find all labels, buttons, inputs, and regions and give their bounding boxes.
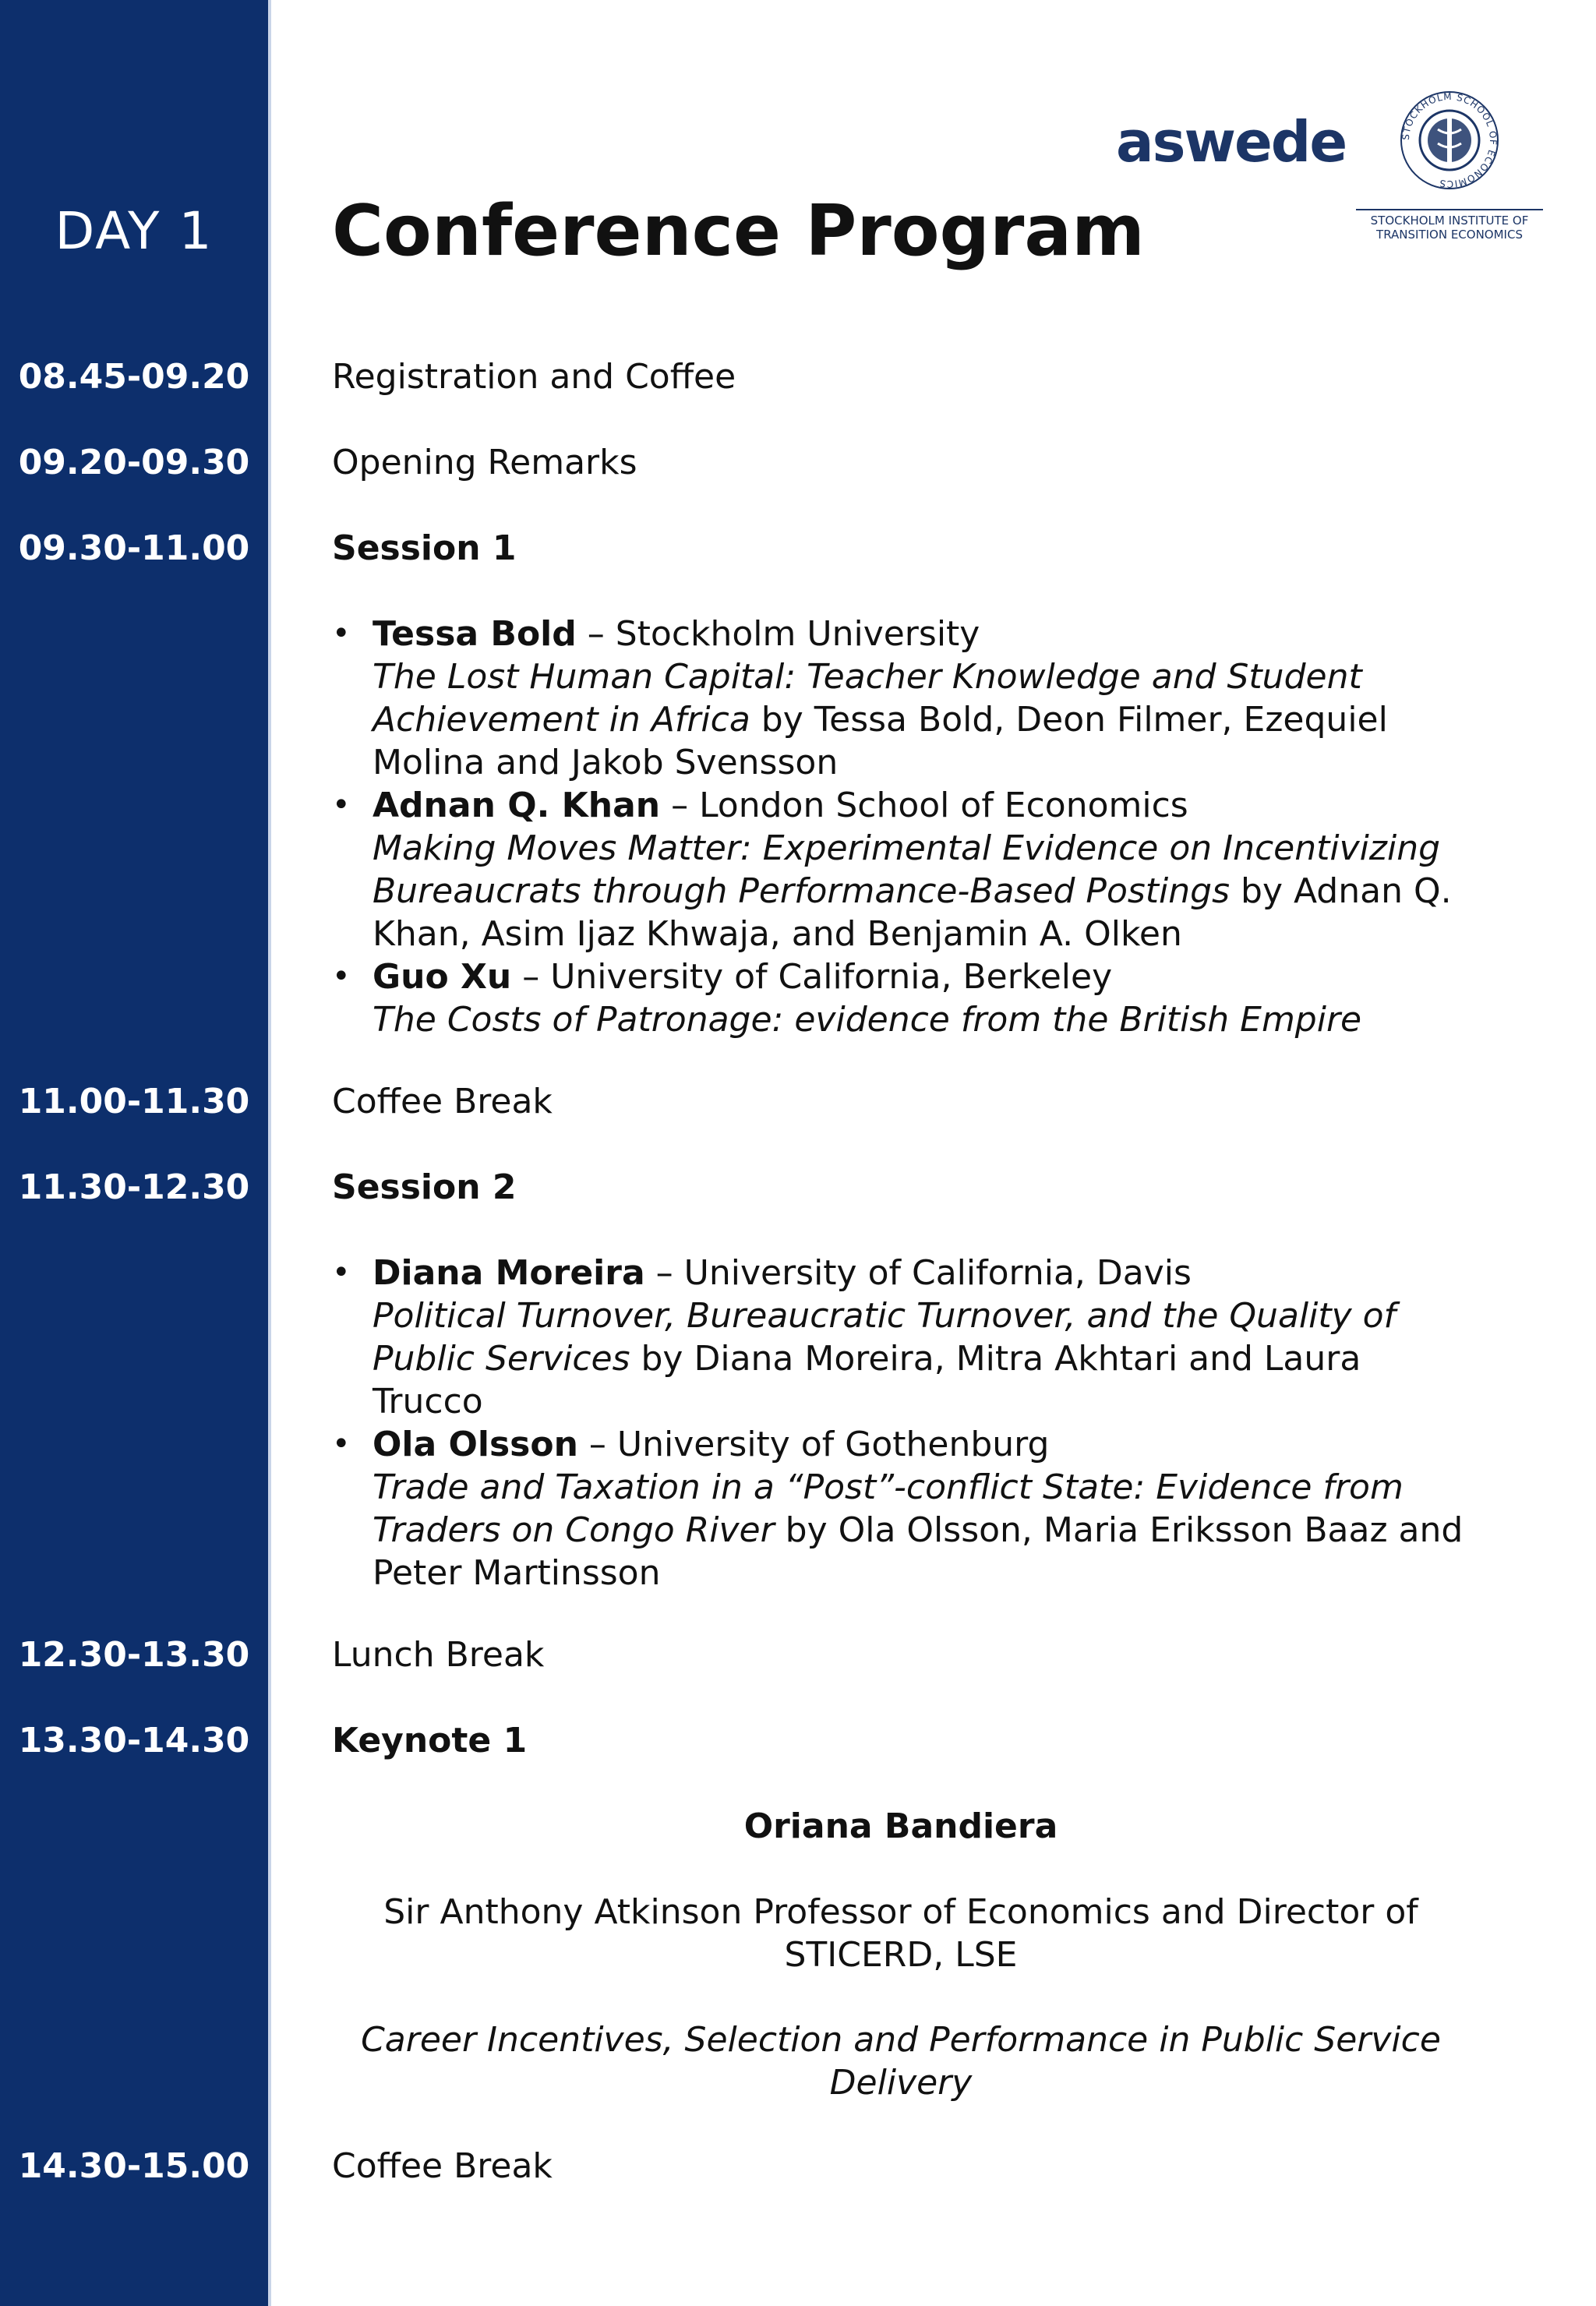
sse-subtitle: STOCKHOLM INSTITUTE OF TRANSITION ECONOMICS [1356,209,1543,242]
sse-ring-text: STOCKHOLM SCHOOL OF ECONOMICS [1400,90,1499,190]
time-slot: 11.00-11.30 [18,1082,250,1121]
talk-affiliation: – University of Gothenburg [577,1425,1050,1464]
keynote-talk-title: Career Incentives, Selection and Performance in Public Service Delivery [361,2020,1441,2103]
talk-item [332,1423,1470,1594]
time-slot: 12.30-13.30 [18,1635,250,1675]
talk-item [332,1252,1470,1423]
time-slot: 09.30-11.00 [18,528,250,568]
time-slot: 08.45-09.20 [18,357,250,397]
talk-authors: by Ola Olsson, Maria Eriksson Baaz and Peter Martinsson [373,1510,1464,1593]
talk-title: Making Moves Matter: Experimental Evidence on Incentivizing Bureaucrats through Performance-Based Postings [373,828,1441,911]
talk-authors: by Tessa Bold, Deon Filmer, Ezequiel Molina and Jakob Svensson [373,700,1388,782]
time-slot: 09.20-09.30 [18,443,250,482]
keynote-heading: Keynote 1 [332,1721,528,1760]
time-slot: 14.30-15.00 [18,2146,250,2186]
talk-item [332,613,1470,784]
time-slot: 11.30-12.30 [18,1167,250,1207]
keynote-position: Sir Anthony Atkinson Professor of Economics and Director of STICERD, LSE [383,1892,1418,1975]
schedule-item: Lunch Break [332,1635,545,1675]
talk-speaker: Adnan Q. Khan [373,786,661,825]
day-sidebar [0,0,271,2306]
talk-authors: by Adnan Q. Khan, Asim Ijaz Khwaja, and Benjamin A. Olken [373,871,1452,954]
talk-authors: by Diana Moreira, Mitra Akhtari and Laura Trucco [373,1339,1361,1421]
session-heading: Session 1 [332,528,517,568]
talk-affiliation: – London School of Economics [660,786,1188,825]
session1-talk-list [332,613,1470,1041]
talk-title: The Costs of Patronage: evidence from the British Empire [373,1000,1362,1040]
sse-seal-icon [1399,78,1500,203]
talk-affiliation: – University of California, Davis [644,1253,1192,1293]
talk-speaker: Ola Olsson [373,1425,578,1464]
talk-title: Trade and Taxation in a “Post”-conflict State: Evidence from Traders on Congo River [373,1467,1404,1550]
schedule-item: Coffee Break [332,1082,553,1121]
talk-title: Political Turnover, Bureaucratic Turnover, and the Quality of Public Services [373,1296,1396,1379]
page-title: Conference Program [332,190,1145,272]
aswede-logo: aswede [1116,109,1347,175]
session-heading: Session 2 [332,1167,517,1207]
talk-speaker: Guo Xu [373,957,512,997]
sse-logo [1356,78,1543,242]
keynote-speaker: Oriana Bandiera [743,1806,1058,1846]
schedule-item: Opening Remarks [332,443,637,482]
schedule-item: Coffee Break [332,2146,553,2186]
talk-speaker: Tessa Bold [373,614,577,654]
talk-affiliation: – University of California, Berkeley [511,957,1113,997]
schedule-item: Registration and Coffee [332,357,736,397]
talk-affiliation: – Stockholm University [576,614,980,654]
day-label: DAY 1 [55,201,214,261]
talk-title: The Lost Human Capital: Teacher Knowledge and Student Achievement in Africa [373,657,1362,740]
talk-speaker: Diana Moreira [373,1253,645,1293]
talk-item [332,955,1470,1041]
session2-talk-list [332,1252,1470,1594]
talk-item [332,784,1470,955]
time-slot: 13.30-14.30 [18,1721,250,1760]
